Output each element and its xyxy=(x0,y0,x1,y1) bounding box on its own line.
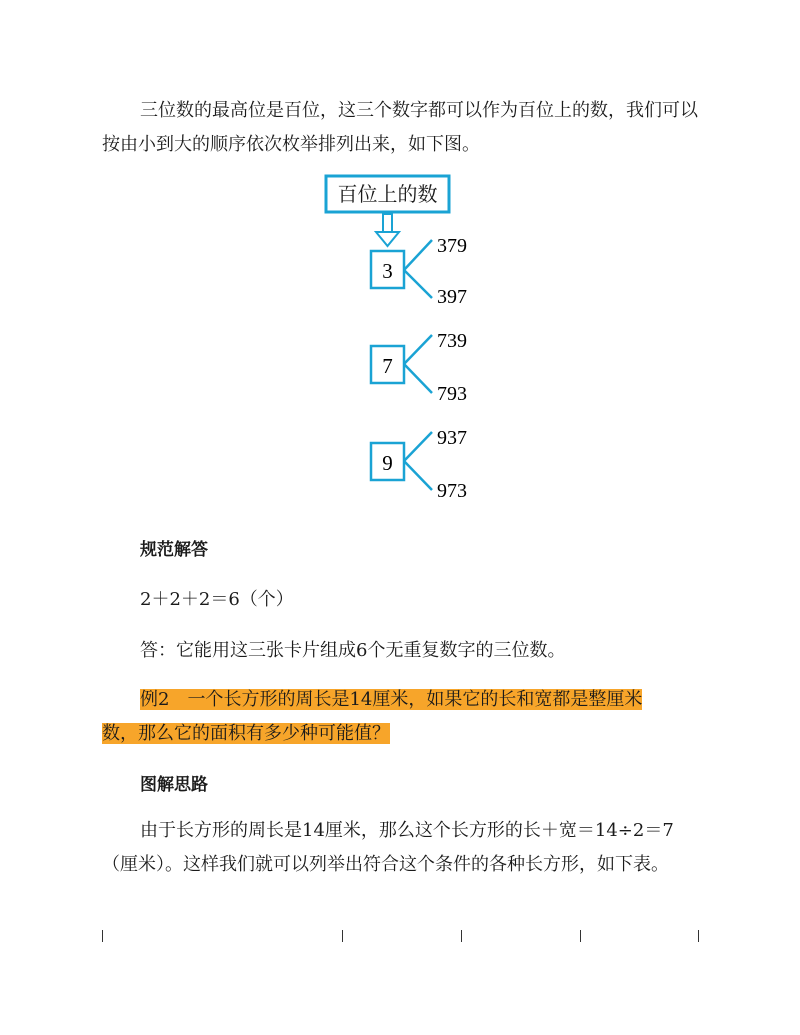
example2-block xyxy=(102,683,700,751)
digit-label: 9 xyxy=(382,451,393,475)
number-label: 379 xyxy=(437,235,467,257)
number-label: 793 xyxy=(437,383,467,405)
number-label: 937 xyxy=(437,427,467,449)
example2-line2: 数，那么它的面积有多少种可能值？ xyxy=(102,723,390,744)
branch-line xyxy=(404,335,432,364)
digit-label: 3 xyxy=(382,259,393,283)
branch-line xyxy=(404,461,432,490)
thinking-paragraph: 由于长方形的周长是14厘米，那么这个长方形的长＋宽＝14÷2＝7（厘米）。这样我们就可以列举出符合这个条件的各种长方形，如下表。 xyxy=(102,820,674,875)
digit-label: 7 xyxy=(382,354,393,378)
number-label: 397 xyxy=(437,286,467,308)
branch-line xyxy=(404,432,432,461)
branch-line xyxy=(404,270,432,298)
branch-line xyxy=(404,364,432,393)
table-column-tick xyxy=(342,930,343,942)
tree-group-9 xyxy=(371,427,467,502)
down-arrow-icon xyxy=(376,214,399,246)
intro-paragraph: 三位数的最高位是百位，这三个数字都可以作为百位上的数，我们可以按由小到大的顺序依次枚举排列出来，如下图。 xyxy=(102,100,698,155)
solution-answer: 答：它能用这三张卡片组成6个无重复数字的三位数。 xyxy=(140,640,566,661)
table-column-tick xyxy=(698,930,699,942)
solution-heading: 规范解答 xyxy=(140,540,208,560)
solution-equation: 2＋2＋2＝6（个） xyxy=(140,589,294,610)
tree-group-7 xyxy=(371,330,467,405)
example2-line1: 例2 一个长方形的周长是14厘米，如果它的长和宽都是整厘米 xyxy=(140,689,643,710)
table-column-tick xyxy=(580,930,581,942)
branch-line xyxy=(404,240,432,270)
table-column-tick xyxy=(102,930,103,942)
tree-header-label: 百位上的数 xyxy=(337,184,438,206)
number-label: 739 xyxy=(437,330,467,352)
number-label: 973 xyxy=(437,480,467,502)
tree-group-3 xyxy=(371,235,467,308)
thinking-heading: 图解思路 xyxy=(140,775,208,795)
table-column-tick xyxy=(461,930,462,942)
